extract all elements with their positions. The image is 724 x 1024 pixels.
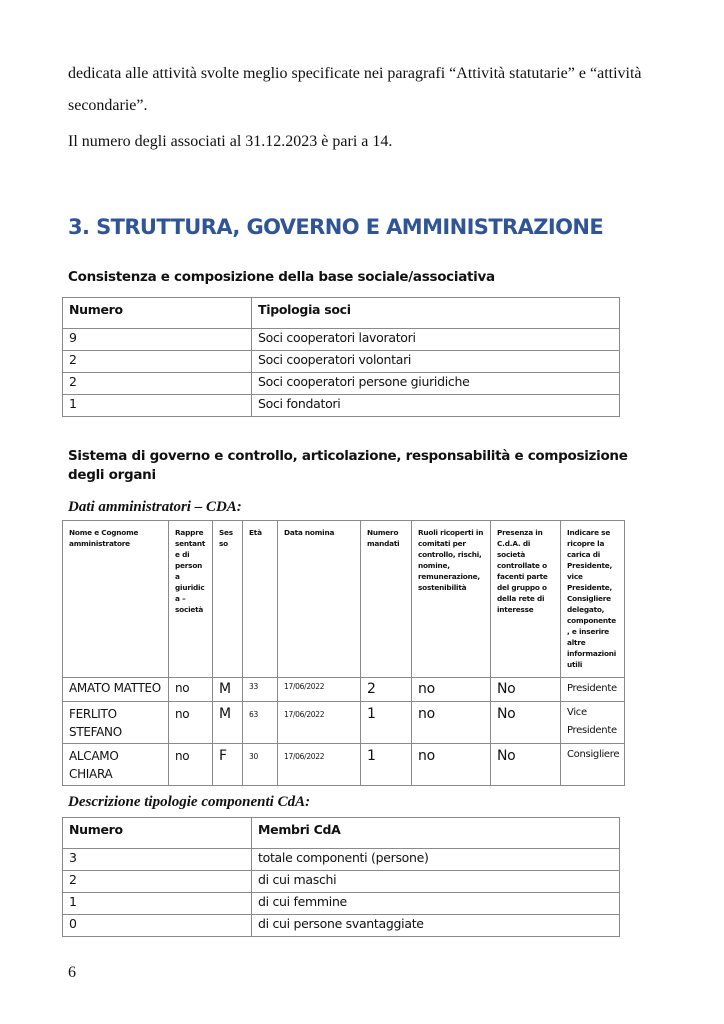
section-heading: 3. STRUTTURA, GOVERNO E AMMINISTRAZIONE [68,215,604,239]
cell-numero: 2 [63,373,252,395]
cda-table-title: Dati amministratori – CDA: [68,499,242,515]
table-header-row [63,818,620,849]
componenti-table-title: Descrizione tipologie componenti CdA: [68,794,311,810]
table-row [63,351,620,373]
cell-carica: Vice Presidente [561,702,625,744]
cell-tipologia: Soci cooperatori persone giuridiche [252,373,620,395]
table-row [63,744,625,786]
column-header-presenza: Presenza in C.d.A. di società controllate o facenti parte del gruppo o della rete di interesse [491,521,561,678]
column-header-data-nomina: Data nomina [278,521,361,678]
cell-sesso: F [213,744,243,786]
column-header-carica: Indicare se ricopre la carica di Presidente, vice Presidente, Consigliere delegato, componente , e inserire altre informazioni utili [561,521,625,678]
intro-paragraph-line2: secondarie”. [68,97,148,114]
column-header-eta: Età [243,521,278,678]
column-header-numero-mandati: Numero mandati [361,521,412,678]
cell-carica: Presidente [561,678,625,702]
column-header-nome: Nome e Cognome amministratore [63,521,169,678]
cell-numero-mandati: 1 [361,744,412,786]
cell-sesso: M [213,702,243,744]
cell-eta: 33 [243,678,278,702]
cell-presenza: No [491,678,561,702]
cell-nome: AMATO MATTEO [63,678,169,702]
cell-numero: 9 [63,329,252,351]
soci-subheading: Consistenza e composizione della base sociale/associativa [68,269,495,285]
cell-ruoli: no [412,744,491,786]
cell-numero: 1 [63,893,252,915]
cell-rappresentante: no [169,744,213,786]
table-row [63,893,620,915]
column-header-numero: Numero [63,298,252,329]
governo-subheading: Sistema di governo e controllo, articolazione, responsabilità e composizione degli organi [68,448,628,483]
cell-numero-mandati: 1 [361,702,412,744]
column-header-ruoli: Ruoli ricoperti in comitati per controllo, rischi, nomine, remunerazione, sostenibilità [412,521,491,678]
cell-rappresentante: no [169,678,213,702]
page-number: 6 [68,964,76,981]
column-header-membri: Membri CdA [252,818,620,849]
cell-data-nomina: 17/06/2022 [278,702,361,744]
cell-ruoli: no [412,678,491,702]
cell-numero: 3 [63,849,252,871]
cell-data-nomina: 17/06/2022 [278,678,361,702]
cell-ruoli: no [412,702,491,744]
cell-membri: di cui femmine [252,893,620,915]
cell-tipologia: Soci fondatori [252,395,620,417]
cell-tipologia: Soci cooperatori lavoratori [252,329,620,351]
cell-nome: FERLITO STEFANO [63,702,169,744]
table-header-row [63,521,625,678]
cell-numero: 2 [63,351,252,373]
intro-paragraph-line1: dedicata alle attività svolte meglio specificate nei paragrafi “Attività statutarie” e “attività [68,65,642,82]
cell-rappresentante: no [169,702,213,744]
table-row [63,702,625,744]
table-row [63,329,620,351]
cell-presenza: No [491,702,561,744]
cell-numero-mandati: 2 [361,678,412,702]
componenti-table [62,817,620,937]
cell-membri: di cui persone svantaggiate [252,915,620,937]
column-header-sesso: Ses so [213,521,243,678]
cell-numero: 0 [63,915,252,937]
column-header-numero: Numero [63,818,252,849]
associates-count-text: Il numero degli associati al 31.12.2023 è pari a 14. [68,133,393,150]
cell-carica: Consigliere [561,744,625,786]
table-row [63,395,620,417]
soci-table [62,297,620,417]
cell-nome: ALCAMO CHIARA [63,744,169,786]
cell-sesso: M [213,678,243,702]
cell-numero: 1 [63,395,252,417]
cell-eta: 30 [243,744,278,786]
cda-table [62,520,625,786]
cell-tipologia: Soci cooperatori volontari [252,351,620,373]
table-row [63,849,620,871]
table-row [63,915,620,937]
column-header-tipologia: Tipologia soci [252,298,620,329]
cell-membri: di cui maschi [252,871,620,893]
cell-data-nomina: 17/06/2022 [278,744,361,786]
cell-numero: 2 [63,871,252,893]
table-row [63,871,620,893]
table-row [63,373,620,395]
column-header-rappresentante: Rappre sentant e di person a giuridic a – società [169,521,213,678]
cell-presenza: No [491,744,561,786]
table-header-row [63,298,620,329]
cell-eta: 63 [243,702,278,744]
table-row [63,678,625,702]
cell-membri: totale componenti (persone) [252,849,620,871]
